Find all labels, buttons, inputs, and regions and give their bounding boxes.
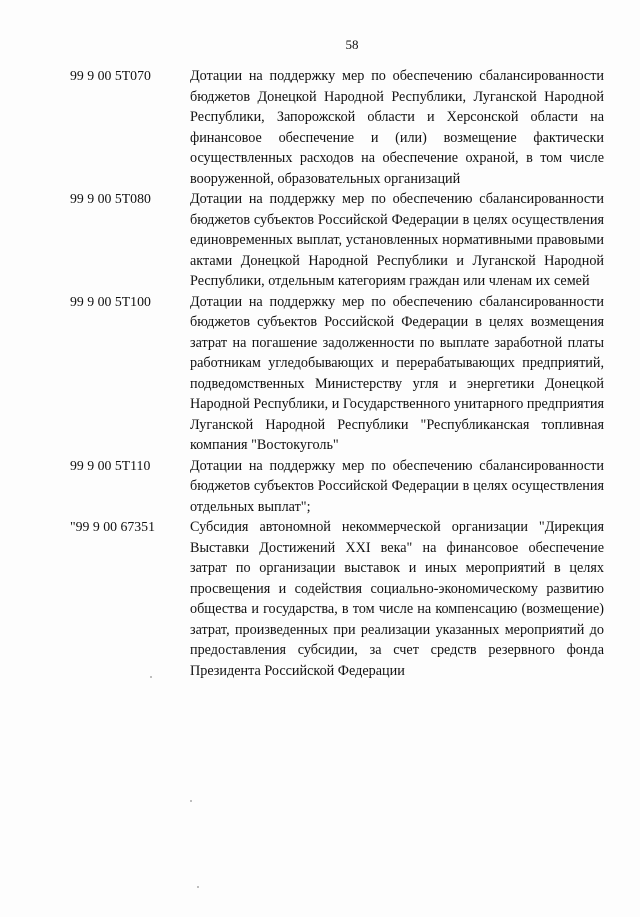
- list-item: [68, 66, 604, 189]
- budget-description: Дотации на поддержку мер по обеспечению сбалансированности бюджетов субъектов Российской Федерации в целях возмещения затрат на погашение задолженности по выплате заработной платы работникам угледобывающих и перерабатывающих предприятий, подведомственных Министерству угля и энергетики Донецкой Народной Республики, и Государственного унитарного предприятия Луганской Народной Республики "Республиканская топливная компания "Востокуголь": [190, 293, 604, 453]
- list-item: [68, 292, 604, 456]
- budget-description: Дотации на поддержку мер по обеспечению сбалансированности бюджетов Донецкой Народной Республики, Луганской Народной Республики, Запорожской области и Херсонской области на финансовое обеспечение и (или) возмещение фактически осуществленных расходов на обеспечение охраной, в том числе вооруженной, образовательных организаций: [190, 68, 604, 187]
- budget-code-list: [68, 66, 604, 681]
- budget-code: 99 9 00 5Т070: [70, 68, 151, 83]
- list-item: [68, 456, 604, 518]
- budget-code: 99 9 00 5Т110: [70, 457, 151, 473]
- budget-description: Дотации на поддержку мер по обеспечению сбалансированности бюджетов субъектов Российской Федерации в целях осуществления единовременных выплат, установленных нормативными правовыми актами Донецкой Народной Республики и Луганской Народной Республики, отдельным категориям граждан или членам их семей: [190, 191, 604, 289]
- list-item: [68, 189, 604, 292]
- budget-description: Дотации на поддержку мер по обеспечению сбалансированности бюджетов субъектов Российской Федерации в целях осуществления отдельных выплат";: [190, 457, 604, 515]
- budget-code: 99 9 00 5Т100: [70, 293, 151, 309]
- list-item: [68, 517, 604, 681]
- budget-code: 99 9 00 5Т080: [70, 191, 151, 206]
- scan-speck: [190, 800, 192, 802]
- page-number: 58: [345, 37, 359, 52]
- scan-speck: [150, 676, 152, 678]
- budget-code: "99 9 00 67351: [70, 519, 155, 534]
- budget-description: Субсидия автономной некоммерческой организации "Дирекция Выставки Достижений XXI века" на финансовое обеспечение затрат по организации выставок и иных мероприятий в целях просвещения и содействия социально-экономическому развитию общества и государства, в том числе на компенсацию (возмещение) затрат, произведенных при реализации указанных мероприятий до предоставления субсидии, за счет средств резервного фонда Президента Российской Федерации: [190, 519, 604, 679]
- scan-speck: [197, 886, 199, 888]
